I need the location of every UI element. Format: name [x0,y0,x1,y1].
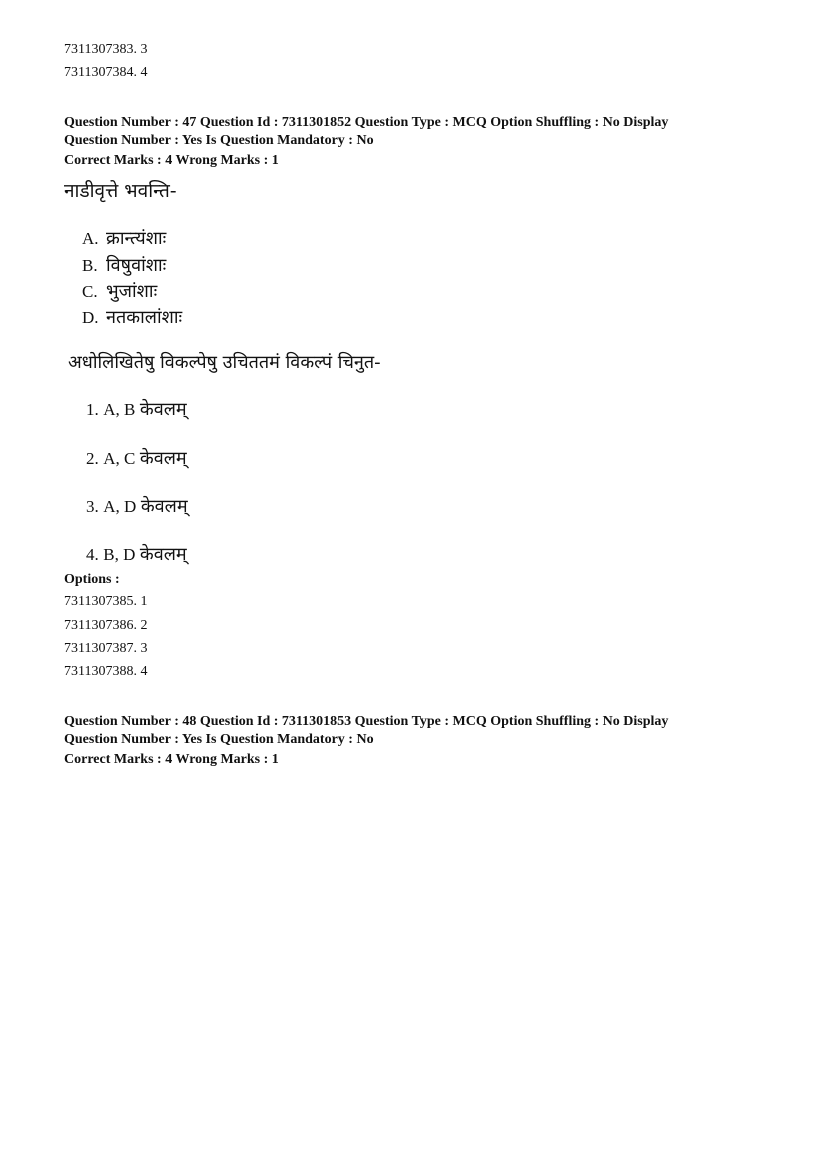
q48-meta-line1: Question Number : 48 Question Id : 7311301853 Question Type : MCQ Option Shuffling : No Display [64,714,669,729]
q47-option-line: 7311307385. 1 [64,594,148,609]
q47-meta-line1: Question Number : 47 Question Id : 7311301852 Question Type : MCQ Option Shuffling : No Display [64,115,669,130]
q47-choice: 3. A, D केवलम् [86,496,188,517]
q47-option-line: 7311307387. 3 [64,641,148,656]
q48-meta-line3: Correct Marks : 4 Wrong Marks : 1 [64,752,279,767]
q47-statement: B. विषुवांशाः [82,255,167,276]
q47-choice: 4. B, D केवलम् [86,544,187,565]
q47-meta-line3: Correct Marks : 4 Wrong Marks : 1 [64,153,279,168]
prev-option-line: 7311307384. 4 [64,65,148,80]
q47-statement: A. क्रान्त्यंशाः [82,228,167,249]
q47-choice: 2. A, C केवलम् [86,448,187,469]
prev-option-line: 7311307383. 3 [64,42,148,57]
q47-meta-line2: Question Number : Yes Is Question Mandatory : No [64,133,374,148]
q48-meta-line2: Question Number : Yes Is Question Mandatory : No [64,732,374,747]
q47-choice: 1. A, B केवलम् [86,399,187,420]
q47-statement: D. नतकालांशाः [82,307,183,328]
q47-option-line: 7311307386. 2 [64,618,148,633]
q47-statement: C. भुजांशाः [82,281,158,302]
q47-option-line: 7311307388. 4 [64,664,148,679]
q47-options-label: Options : [64,572,120,587]
q47-question-text: नाडीवृत्ते भवन्ति- [64,180,177,202]
q47-instruction: अधोलिखितेषु विकल्पेषु उचिततमं विकल्पं चिनुत- [68,352,381,373]
